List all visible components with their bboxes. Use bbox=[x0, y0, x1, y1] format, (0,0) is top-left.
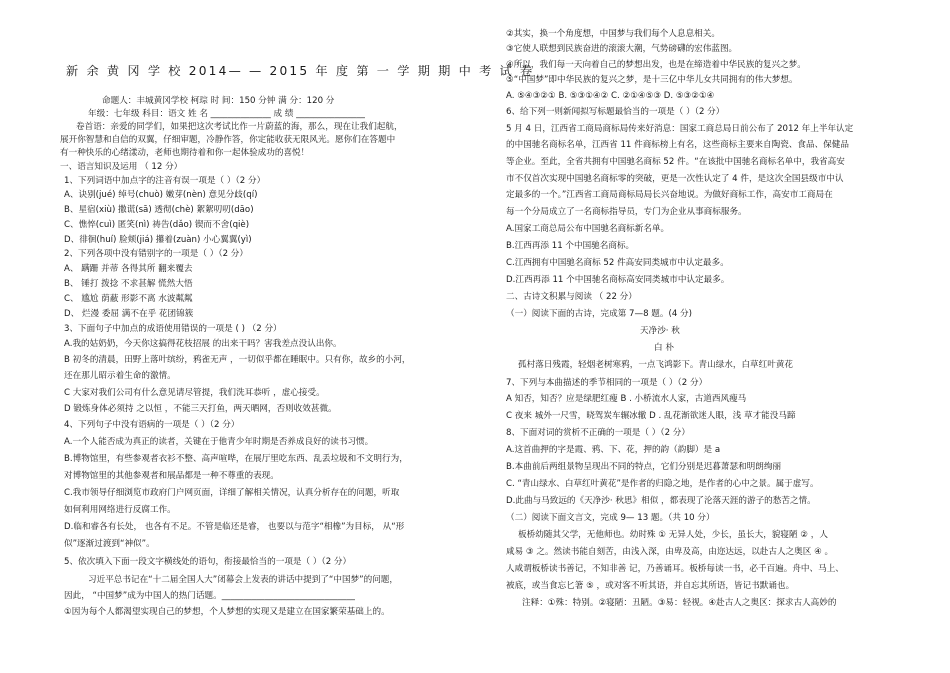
left-line-28: 如何利用网络进行反腐工作。 bbox=[64, 505, 176, 515]
right-line-4: A. ⑤④③②① B. ⑤③①④② C. ②①④⑤③ D. ⑤③②①④ bbox=[506, 91, 715, 101]
left-line-10: C、憔悴(cuì) 匿笑(nì) 祷告(dǎo) 锲而不舍(qiè) bbox=[64, 220, 250, 230]
right-line-22: A 知否，知否？应是绿肥红瘦 B . 小桥流水人家，古道西风瘦马 bbox=[506, 394, 747, 404]
left-column bbox=[60, 0, 535, 673]
right-line-24: 8、下面对词的赏析不正确的一项是（ ）（2 分） bbox=[506, 428, 690, 438]
left-line-21: C 大家对我们公司有什么意见请尽管提，我们洗耳恭听 ，虚心接受。 bbox=[64, 388, 325, 398]
right-line-34: 注释：①殊：特别。②寝陋：丑陋。③易：轻视。④赴古人之奥区：探求古人高妙的 bbox=[522, 598, 837, 608]
right-line-17: （一）阅读下面的古诗，完成第 7—8 题。(4 分) bbox=[506, 309, 692, 319]
right-line-21: 7、下列与本曲描述的季节相同的一项是（ ）（2 分） bbox=[506, 378, 708, 388]
left-line-33: 因此， “中国梦”成为中国人的热门话题。_______________________________ bbox=[64, 591, 355, 601]
left-line-12: 2、下列各项中没有错别字的一项是（ ）（2 分） bbox=[64, 249, 248, 259]
left-line-26: 对博物馆里的其他参观者和展品都是一种不尊重的表现。 bbox=[64, 471, 279, 481]
right-line-32: 人咸谓板桥读书善记，不知非善 记，乃善诵耳。板桥每读一书，必千百遍。舟中、马上、 bbox=[506, 564, 844, 574]
right-line-23: C 夜来 城外一尺雪，晓驾炭车辗冰辙 D . 乱花渐欲迷人眼，浅 草才能没马蹄 bbox=[506, 411, 796, 421]
left-line-18: A.我的姑奶奶，今天你这搞得花枝招展 的出来干吗？害我差点没认出你。 bbox=[64, 339, 342, 349]
right-line-20: 孤村落日残霞，轻烟老树寒鸦，一点飞鸿影下。青山绿水，白草红叶黄花 bbox=[518, 360, 794, 370]
right-line-14: C.江西拥有中国驰名商标 52 件高安同类城市中认定最多。 bbox=[506, 258, 729, 268]
right-line-28: D.此曲与马致远的《天净沙· 秋思》相似 ，都表现了沦落天涯的游子的愁苦之情。 bbox=[506, 496, 816, 506]
right-line-11: 每一个分局成立了一名商标指导员，专门为企业从事商标服务。 bbox=[506, 207, 747, 217]
right-line-25: A.这首曲押的字是霞、鸦、下、花，押的韵（韵脚）是 a bbox=[506, 445, 721, 455]
right-line-3: ⑤“中国梦”即中华民族的复兴之梦，是十三亿中华儿女共同拥有的伟大梦想。 bbox=[506, 75, 798, 85]
left-line-19: B 初冬的清晨，田野上落叶缤纷，鸦雀无声 ，一切似乎都在睡眠中。只有你，故乡的小河， bbox=[64, 355, 411, 365]
right-line-5: 6、给下列一则新闻拟写标题最恰当的一项是（ ）（2 分） bbox=[506, 107, 725, 117]
left-line-3: 卷首语：亲爱的同学们，如果把这次考试比作一片蔚蓝的海，那么，现在让我们起航， bbox=[76, 122, 403, 132]
left-line-15: C、 尴尬 荫蔽 形影不离 水波粼粼 bbox=[64, 294, 193, 304]
right-line-7: 的中国驰名商标名单，江西省 11 件商标榜上有名，这些商标主要来自陶瓷、食品、保健品 bbox=[506, 140, 849, 150]
left-line-4: 展开你智慧和自信的双翼，仔细审题，冷静作答，你定能收获无限风光。愿你们在答题中 bbox=[60, 135, 396, 145]
right-line-0: ②其实，换一个角度想，中国梦与我们每个人息息相关。 bbox=[506, 29, 720, 39]
left-line-23: 4、下列句子中没有语病的一项是（ ）（2 分） bbox=[64, 420, 240, 430]
left-line-8: A、诀别(jué) 绰号(chuò) 嫩芽(nèn) 意见分歧(qí) bbox=[64, 190, 258, 200]
left-line-30: 似”逐渐过渡到“神似”。 bbox=[64, 539, 155, 549]
left-line-5: 有一种快乐的心绪漾动，老师也期待着和你一起体验成功的喜悦！ bbox=[60, 148, 310, 158]
right-column bbox=[502, 0, 902, 673]
left-line-0: 新 余 黄 冈 学 校 2014— — 2015 年 度 第 一 学 期 期 中 考 试 卷 bbox=[66, 64, 535, 78]
right-line-2: ④所以，我们每一天向着自己的梦想出发，也是在缔造着中华民族的复兴之梦。 bbox=[506, 60, 806, 70]
right-line-13: B.江西再添 11 个中国驰名商标。 bbox=[506, 241, 635, 251]
right-line-16: 二、古诗文积累与阅读 （ 22 分） bbox=[506, 292, 637, 302]
left-line-16: D、 烂漫 委屈 满不在乎 花团锦簇 bbox=[64, 309, 194, 319]
left-line-24: A.一个人能否成为真正的读者，关键在于他青少年时期是否养成良好的读书习惯。 bbox=[64, 437, 374, 447]
left-line-6: 一、语言知识及运用 （ 12 分） bbox=[60, 162, 183, 172]
left-line-32: 习近平总书记在“十二届全国人大”闭幕会上发表的讲话中提到了“中国梦”的问题， bbox=[88, 575, 398, 585]
left-line-20: 还在那儿昭示着生命的激情。 bbox=[64, 371, 176, 381]
right-line-6: 5 月 4 日，江西省工商局商标局传来好消息：国家工商总局日前公布了 2012 年上半年认定 bbox=[506, 124, 854, 134]
right-line-27: C. “青山绿水、白草红叶黄花”是作者的归隐之地，是作者的心中之景。属于虚写。 bbox=[506, 479, 819, 489]
right-line-26: B.本曲前后两组景物呈现出不同的特点，它们分别是迟暮萧瑟和明朗绚丽 bbox=[506, 462, 782, 472]
left-line-7: 1、下列词语中加点字的注音有误一项是（ ）（2 分） bbox=[64, 176, 266, 186]
right-line-29: （二）阅读下面文言文，完成 9— 13 题。（共 10 分） bbox=[506, 513, 715, 523]
left-line-11: D、徘徊(huí) 脸颊(jiá) 攥着(zuàn) 小心翼翼(yì) bbox=[64, 235, 252, 245]
right-line-10: 定最多的一个。”江西省工商局商标局局长兴奋地说。为做好商标工作，高安市工商局在 bbox=[506, 190, 833, 200]
left-line-27: C.我市领导仔细浏览市政府门户网页面，详细了解相关情况，认真分析存在的问题，听取 bbox=[64, 488, 400, 498]
right-line-1: ③它使人联想到民族奋进的滚滚大潮，气势磅礴的宏伟蓝图。 bbox=[506, 44, 738, 54]
left-line-34: ①因为每个人都渴望实现自己的梦想，个人梦想的实现又是建立在国家繁荣基础上的。 bbox=[64, 607, 390, 617]
right-line-33: 被底，或当食忘匕箸 ⑤ ，或对客不听其语，并自忘其所语，皆记书默诵也。 bbox=[506, 581, 795, 591]
left-line-17: 3、下面句子中加点的成语使用错误的一项是 ( ) （2 分） bbox=[64, 324, 282, 334]
right-line-31: 咸易 ③ 之。然读书能自刻苦，由浅入深，由卑及高，由迩达远，以赴古人之奥区 ④ 。 bbox=[506, 547, 834, 557]
left-line-9: B、星宿(xiù) 撒谎(sā) 透彻(chè) 絮絮叨叨(dāo) bbox=[64, 205, 254, 215]
left-line-22: D 锻炼身体必须持 之以恒 ，不能三天打鱼，两天晒网，否则收效甚微。 bbox=[64, 404, 337, 414]
right-line-8: 等企业。至此，全省共拥有中国驰名商标 52 件。“在该批中国驰名商标名单中，我省高安 bbox=[506, 157, 845, 167]
left-line-2: 年级：七年级 科目：语文 姓 名 ______________ 成 绩 ________________ bbox=[88, 109, 365, 119]
left-line-31: 5、依次填入下面一段文字横线处的语句，衔接最恰当的一项是（ ）（2 分） bbox=[64, 557, 352, 567]
left-line-29: D.临和睿各有长处， 也各有不足。不管是临还是睿， 也要以与范字“相橡”为目标， 从“形 bbox=[64, 522, 405, 532]
right-line-15: D.江西再添 11 个中国驰名商标高安同类城市中认定最多。 bbox=[506, 275, 730, 285]
left-line-14: B、 锤打 拨捻 不求甚解 慌然大悟 bbox=[64, 279, 193, 289]
right-line-19: 白 朴 bbox=[654, 343, 674, 353]
right-line-9: 市不仅首次实现中国驰名商标零的突破，更是一次性认定了 4 件，是这次全国县级市中认 bbox=[506, 174, 844, 184]
right-line-12: A.国家工商总局公布中国驰名商标新名单。 bbox=[506, 224, 670, 234]
left-line-13: A、 蹒跚 并蒂 各得其所 翻来覆去 bbox=[64, 264, 193, 274]
left-line-1: 命题人：丰城黄冈学校 柯琮 时 间：150 分钟 满 分：120 分 bbox=[102, 96, 335, 106]
left-line-25: B.博物馆里，有些参观者衣衫不整、高声喧哗，在展厅里吃东西、乱丢垃圾和不文明行为， bbox=[64, 454, 408, 464]
right-line-30: 板桥幼随其父学，无他师也。幼时殊 ① 无异人处，少长，虽长大，貌寝陋 ② ，人 bbox=[518, 530, 828, 540]
right-line-18: 天净沙· 秋 bbox=[640, 326, 680, 336]
